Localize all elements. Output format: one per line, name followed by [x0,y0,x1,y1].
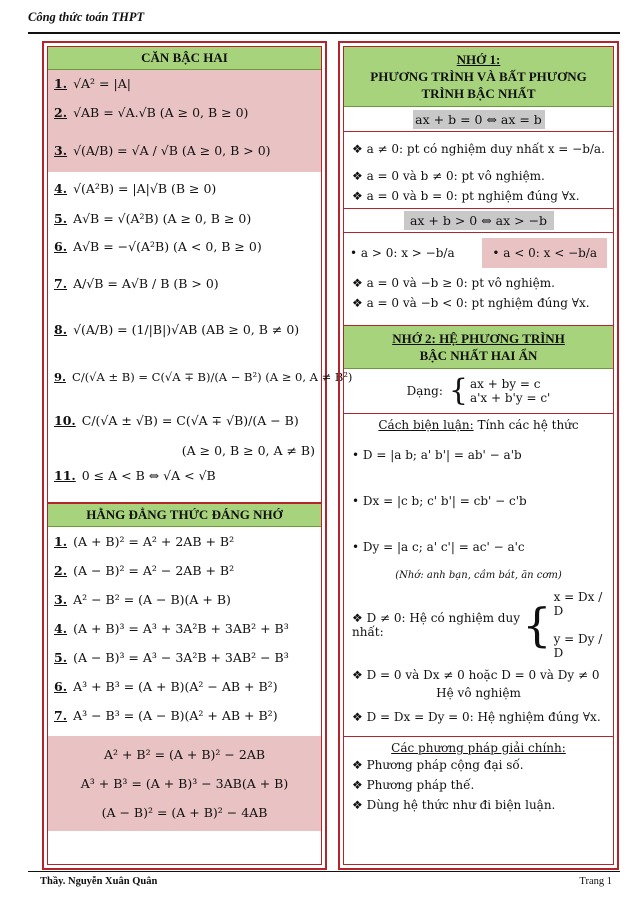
nho2-title: NHỚ 2: HỆ PHƯƠNG TRÌNH BẬC NHẤT HAI ẨN [344,326,613,369]
sqrt-item-condition: (A ≥ 0, B ≥ 0, A ≠ B) [181,442,315,458]
identity-item: 6. A³ + B³ = (A + B)(A² − AB + B²) [54,679,278,694]
sqrt-item: 1. √A² = |A| [48,70,321,96]
system-form: Dạng: { ax + by = c a'x + b'y = c' [406,373,551,408]
sqrt-list [48,70,353,488]
identity-item: 2. (A − B)² = A² − 2AB + B² [54,563,235,578]
sqrt-item: 9. C/(√A ± B) = C(√A ∓ B)/(A − B²) (A ≥ 0, A ≠ B²) [54,370,353,384]
mnemonic-note: (Nhớ: anh bạn, cầm bát, ăn cơm) [395,570,562,581]
sqrt-item: 7. A/√B = A√B / B (B > 0) [54,275,219,291]
sqrt-item: 6. A√B = −√(A²B) (A < 0, B ≥ 0) [54,238,262,254]
linear-equation-block [344,107,613,313]
methods-title: Các phương pháp giải chính: [391,741,566,755]
identity-item: 7. A³ − B³ = (A − B)(A² + AB + B²) [54,708,278,723]
equation-case: ❖ a ≠ 0: pt có nghiệm duy nhất x = −b/a. [352,142,605,156]
equation-case: ❖ a = 0 và b = 0: pt nghiệm đúng ∀x. [352,189,580,203]
left-column [42,41,353,870]
sqrt-section-title: CĂN BẬC HAI [48,47,321,70]
sqrt-item: 8. √(A/B) = (1/|B|)√AB (AB ≥ 0, B ≠ 0) [54,321,300,337]
page-header-title: Công thức toán THPT [28,10,145,24]
extra-identity: A³ + B³ = (A + B)³ − 3AB(A + B) [80,776,289,791]
determinant-d: • D = |a b; a' b'| = ab' − a'b [352,448,522,462]
sqrt-item: 11. 0 ≤ A < B ⇔ √A < √B [54,467,216,483]
inequality-case: ❖ a = 0 và −b < 0: pt nghiệm đúng ∀x. [352,296,590,310]
sqrt-item: 3. √(A/B) = √A / √B (A ≥ 0, B > 0) [48,128,321,172]
determinant-dx: • Dx = |c b; c' b'| = cb' − c'b [352,494,527,508]
identity-item: 1. (A + B)² = A² + 2AB + B² [54,534,235,549]
method-heading: Cách biện luận: Tính các hệ thức [378,418,579,432]
method-item: ❖ Phương pháp cộng đại số. [352,758,524,772]
identities-section-title: HẰNG ĐẲNG THỨC ĐÁNG NHỚ [48,503,321,527]
determinant-dy: • Dy = |a c; a' c'| = ac' − a'c [352,540,525,554]
method-item: ❖ Phương pháp thế. [352,778,475,792]
inequality-case: ❖ a = 0 và −b ≥ 0: pt vô nghiệm. [352,276,555,290]
sqrt-item: 4. √(A²B) = |A|√B (B ≥ 0) [54,180,217,196]
inequality-heading: ax + b > 0 ⇔ ax > −b [404,211,554,230]
right-column [338,41,619,870]
brace-icon: { [448,373,468,408]
nho1-title: NHỚ 1: PHƯƠNG TRÌNH VÀ BẤT PHƯƠNG TRÌNH BẬC NHẤT [344,47,613,107]
footer-rule [28,871,620,872]
identity-item: 5. (A − B)³ = A³ − 3A²B + 3AB² − B³ [54,650,289,665]
equation-case: ❖ a = 0 và b ≠ 0: pt vô nghiệm. [352,169,545,183]
method-item: ❖ Dùng hệ thức như đi biện luận. [352,798,556,812]
unique-solution: ❖ D ≠ 0: Hệ có nghiệm duy nhất: { x = Dx / D y = Dy / D [352,590,603,660]
no-solution-condition: ❖ D = 0 và Dx ≠ 0 hoặc D = 0 và Dy ≠ 0 [352,668,600,682]
footer-author: Thầy. Nguyễn Xuân Quân [40,876,158,887]
inequality-cases [344,233,613,273]
sqrt-item: 5. A√B = √(A²B) (A ≥ 0, B ≥ 0) [54,210,252,226]
sqrt-item: 10. C/(√A ± √B) = C(√A ∓ √B)/(A − B) [54,412,299,428]
identities-section [48,502,321,831]
extra-identities-box [48,736,321,831]
infinite-solution: ❖ D = Dx = Dy = 0: Hệ nghiệm đúng ∀x. [352,710,601,724]
identity-item: 4. (A + B)³ = A³ + 3A²B + 3AB² + B³ [54,621,289,636]
footer-page-number: Trang 1 [579,876,612,887]
sqrt-item: 2. √AB = √A.√B (A ≥ 0, B ≥ 0) [48,96,321,128]
inequality-positive: • a > 0: x > −b/a [350,246,455,260]
extra-identity: A² + B² = (A + B)² − 2AB [103,747,266,762]
identity-item: 3. A² − B² = (A − B)(A + B) [54,592,231,607]
no-solution-text: Hệ vô nghiệm [436,686,521,700]
header-rule [28,32,620,34]
brace-icon: { [522,598,552,652]
inequality-negative: • a < 0: x < −b/a [482,238,607,268]
nho2-section [344,325,613,815]
extra-identity: (A − B)² = (A + B)² − 4AB [101,805,268,820]
equation-heading: ax + b = 0 ⇔ ax = b [413,110,545,129]
